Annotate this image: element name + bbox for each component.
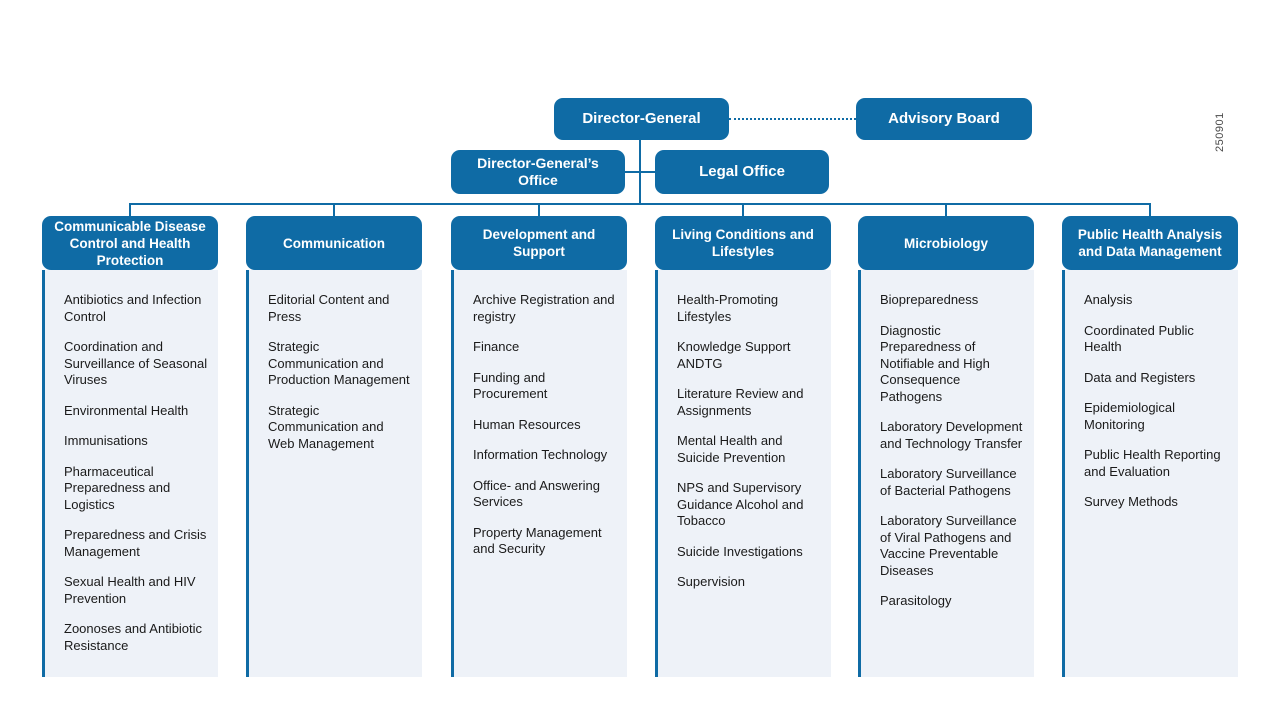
unit-item: Antibiotics and Infection Control — [64, 292, 202, 324]
dept-panel-public-health-analysis — [1062, 270, 1238, 677]
connector-stub-dept-6 — [1149, 203, 1151, 217]
node-advisory-board: Advisory Board — [856, 98, 1032, 140]
connector-trunk-horizontal — [129, 203, 1151, 205]
unit-item: Coordinated Public Health — [1084, 322, 1194, 354]
node-director-generals-office: Director-General’s Office — [451, 150, 625, 194]
unit-item: Sexual Health and HIV Prevention — [64, 574, 196, 606]
connector-stub-dept-3 — [538, 203, 540, 217]
unit-item: Human Resources — [473, 416, 581, 432]
unit-item: Suicide Investigations — [677, 543, 803, 559]
unit-item: Environmental Health — [64, 402, 189, 418]
node-legal-office: Legal Office — [655, 150, 829, 194]
dept-panel-development-support — [451, 270, 627, 677]
dept-panel-communication — [246, 270, 422, 677]
unit-item: Preparedness and Crisis Management — [64, 527, 207, 559]
unit-item: Epidemiological Monitoring — [1084, 400, 1176, 432]
unit-item: Health-Promoting Lifestyles — [677, 292, 779, 324]
unit-item: Survey Methods — [1084, 494, 1178, 509]
connector-stub-dept-5 — [945, 203, 947, 217]
unit-item: Public Health Reporting and Evaluation — [1084, 447, 1221, 479]
unit-item: Funding and Procurement — [473, 369, 548, 401]
unit-item: NPS and Supervisory Guidance Alcohol and Tobacco — [677, 480, 804, 528]
unit-item: Coordination and Surveillance of Seasonal Viruses — [64, 339, 208, 387]
unit-item: Property Management and Security — [473, 524, 602, 556]
unit-item: Supervision — [677, 574, 745, 589]
dept-panel-communicable-disease — [42, 270, 218, 677]
dept-header-development-support: Development and Support — [451, 216, 627, 270]
unit-item: Laboratory Development and Technology Transfer — [880, 419, 1023, 451]
unit-item: Laboratory Surveillance of Bacterial Pathogens — [880, 466, 1017, 498]
unit-item: Editorial Content and Press — [268, 292, 390, 324]
unit-item: Immunisations — [64, 433, 148, 448]
unit-item: Strategic Communication and Production Management — [268, 339, 410, 387]
dept-header-microbiology: Microbiology — [858, 216, 1034, 270]
connector-stub-dept-2 — [333, 203, 335, 217]
document-number-note: 250901 — [1214, 112, 1226, 152]
dept-header-communication: Communication — [246, 216, 422, 270]
unit-item: Mental Health and Suicide Prevention — [677, 433, 786, 465]
unit-item: Finance — [473, 339, 520, 354]
dept-panel-microbiology — [858, 270, 1034, 677]
dept-header-communicable-disease: Communicable Disease Control and Health Protection — [42, 216, 218, 270]
unit-item: Office- and Answering Services — [473, 477, 600, 509]
unit-item: Zoonoses and Antibiotic Resistance — [64, 621, 203, 653]
connector-stub-dept-4 — [742, 203, 744, 217]
unit-item: Analysis — [1084, 292, 1133, 307]
unit-item: Laboratory Surveillance of Viral Pathogens and Vaccine Preventable Diseases — [880, 513, 1017, 578]
unit-item: Biopreparedness — [880, 292, 979, 307]
dept-header-living-conditions: Living Conditions and Lifestyles — [655, 216, 831, 270]
connector-stub-dept-1 — [129, 203, 131, 217]
unit-item: Strategic Communication and Web Management — [268, 402, 384, 451]
dept-header-public-health-analysis: Public Health Analysis and Data Management — [1062, 216, 1238, 270]
unit-item: Archive Registration and registry — [473, 292, 615, 324]
unit-item: Information Technology — [473, 447, 608, 462]
unit-item: Parasitology — [880, 593, 952, 608]
unit-item: Data and Registers — [1084, 369, 1196, 385]
dept-panel-living-conditions — [655, 270, 831, 677]
unit-item: Pharmaceutical Preparedness and Logistics — [64, 463, 171, 512]
unit-item: Diagnostic Preparedness of Notifiable and High Consequence Pathogens — [880, 322, 990, 404]
node-director-general: Director-General — [554, 98, 729, 140]
connector-offices-horizontal — [625, 171, 655, 173]
unit-item: Knowledge Support ANDTG — [677, 339, 791, 371]
unit-item: Literature Review and Assignments — [677, 386, 804, 418]
connector-dg-advisory-dotted — [729, 118, 856, 120]
